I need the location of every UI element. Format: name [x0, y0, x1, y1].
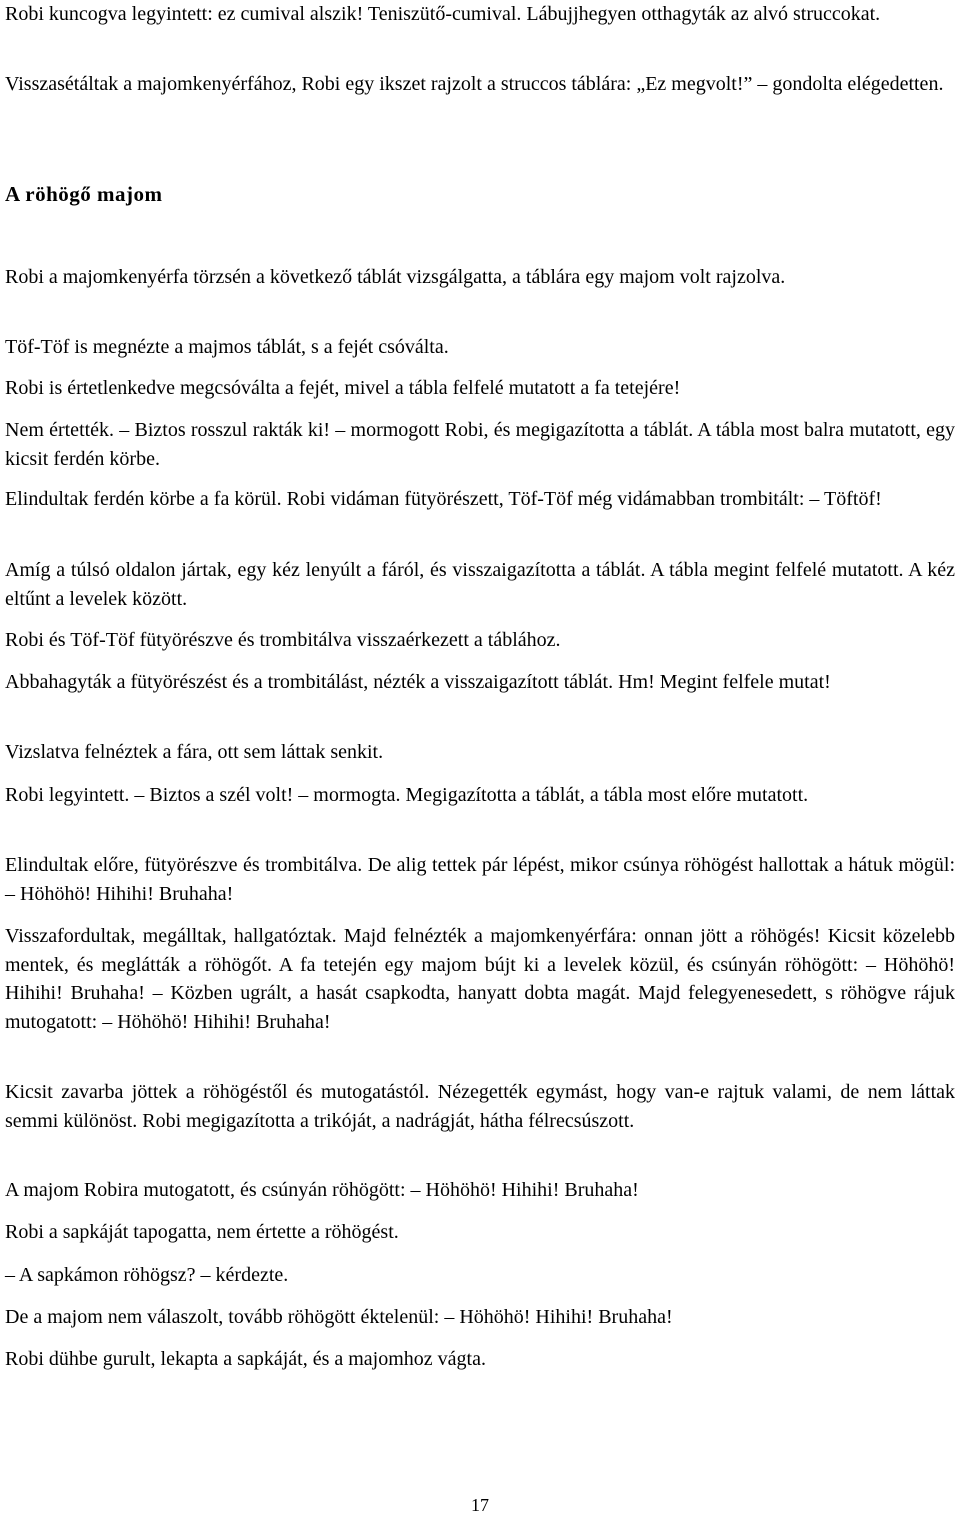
- paragraph-3: Robi a majomkenyérfa törzsén a következő táblát vizsgálgatta, a táblára egy majom volt rajzolva.: [5, 266, 786, 288]
- paragraph-12: Robi legyintett. – Biztos a szél volt! – mormogta. Megigazította a táblát, a tábla most előre mutatott.: [5, 784, 809, 806]
- paragraph-4: Töf-Töf is megnézte a majmos táblát, s a fejét csóválta.: [5, 336, 449, 358]
- paragraph-7: Elindultak ferdén körbe a fa körül. Robi vidáman fütyörészett, Töf-Töf még vidámabban trombitált: – Töftöf!: [5, 488, 882, 510]
- paragraph-17: Robi a sapkáját tapogatta, nem értette a röhögést.: [5, 1221, 399, 1243]
- paragraph-16: A majom Robira mutogatott, és csúnyán röhögött: – Höhöhö! Hihihi! Bruhaha!: [5, 1179, 639, 1201]
- paragraph-14: Visszafordultak, megálltak, hallgatóztak. Majd felnézték a majomkenyérfára: onnan jött a röhögés! Kicsit közelebb mentek, és meglátták a röhögőt. A fa tetején egy majom bújt ki a levelek közül, és csúnyán röhögött: – Höhöhö! Hihihi! Bruhaha! – Közben ugrált, a hasát csapkodta, hanyatt dobta magát. Majd felegyenesedett, s röhögve rájuk mutogatott: – Höhöhö! Hihihi! Bruhaha!: [5, 925, 955, 1033]
- document-page: [5, 0, 955, 1513]
- chapter-heading: A röhögő majom: [5, 182, 163, 206]
- paragraph-10: Abbahagyták a fütyörészést és a trombitálást, nézték a visszaigazított táblát. Hm! Megint felfele mutat!: [5, 671, 831, 693]
- paragraph-9: Robi és Töf-Töf fütyörészve és trombitálva visszaérkezett a táblához.: [5, 629, 561, 651]
- paragraph-5: Robi is értetlenkedve megcsóválta a fejét, mivel a tábla felfelé mutatott a fa tetejére!: [5, 377, 681, 399]
- paragraph-6: Nem értették. – Biztos rosszul rakták ki! – mormogott Robi, és megigazította a táblát. A tábla most balra mutatott, egy kicsit ferdén körbe.: [5, 419, 955, 470]
- paragraph-1: Robi kuncogva legyintett: ez cumival alszik! Teniszütő-cumival. Lábujjhegyen otthagyták az alvó struccokat.: [5, 3, 881, 25]
- paragraph-19: De a majom nem válaszolt, tovább röhögött éktelenül: – Höhöhö! Hihihi! Bruhaha!: [5, 1306, 673, 1328]
- paragraph-20: Robi dühbe gurult, lekapta a sapkáját, és a majomhoz vágta.: [5, 1348, 486, 1370]
- paragraph-13: Elindultak előre, fütyörészve és trombitálva. De alig tettek pár lépést, mikor csúnya röhögést hallottak a hátuk mögül: – Höhöhö! Hihihi! Bruhaha!: [5, 854, 955, 905]
- paragraph-8: Amíg a túlsó oldalon jártak, egy kéz lenyúlt a fáról, és visszaigazította a táblát. A tábla megint felfelé mutatott. A kéz eltűnt a levelek között.: [5, 559, 955, 610]
- paragraph-11: Vizslatva felnéztek a fára, ott sem láttak senkit.: [5, 741, 384, 763]
- page-number: 17: [471, 1495, 489, 1515]
- paragraph-18: – A sapkámon röhögsz? – kérdezte.: [5, 1264, 289, 1286]
- paragraph-2: Visszasétáltak a majomkenyérfához, Robi egy ikszet rajzolt a struccos táblára: „Ez megvolt!” – gondolta elégedetten.: [5, 73, 944, 95]
- paragraph-15: Kicsit zavarba jöttek a röhögéstől és mutogatástól. Nézegették egymást, hogy van-e rajtuk valami, de nem láttak semmi különöst. Robi megigazította a trikóját, a nadrágját, hátha félrecsúszott.: [5, 1081, 955, 1132]
